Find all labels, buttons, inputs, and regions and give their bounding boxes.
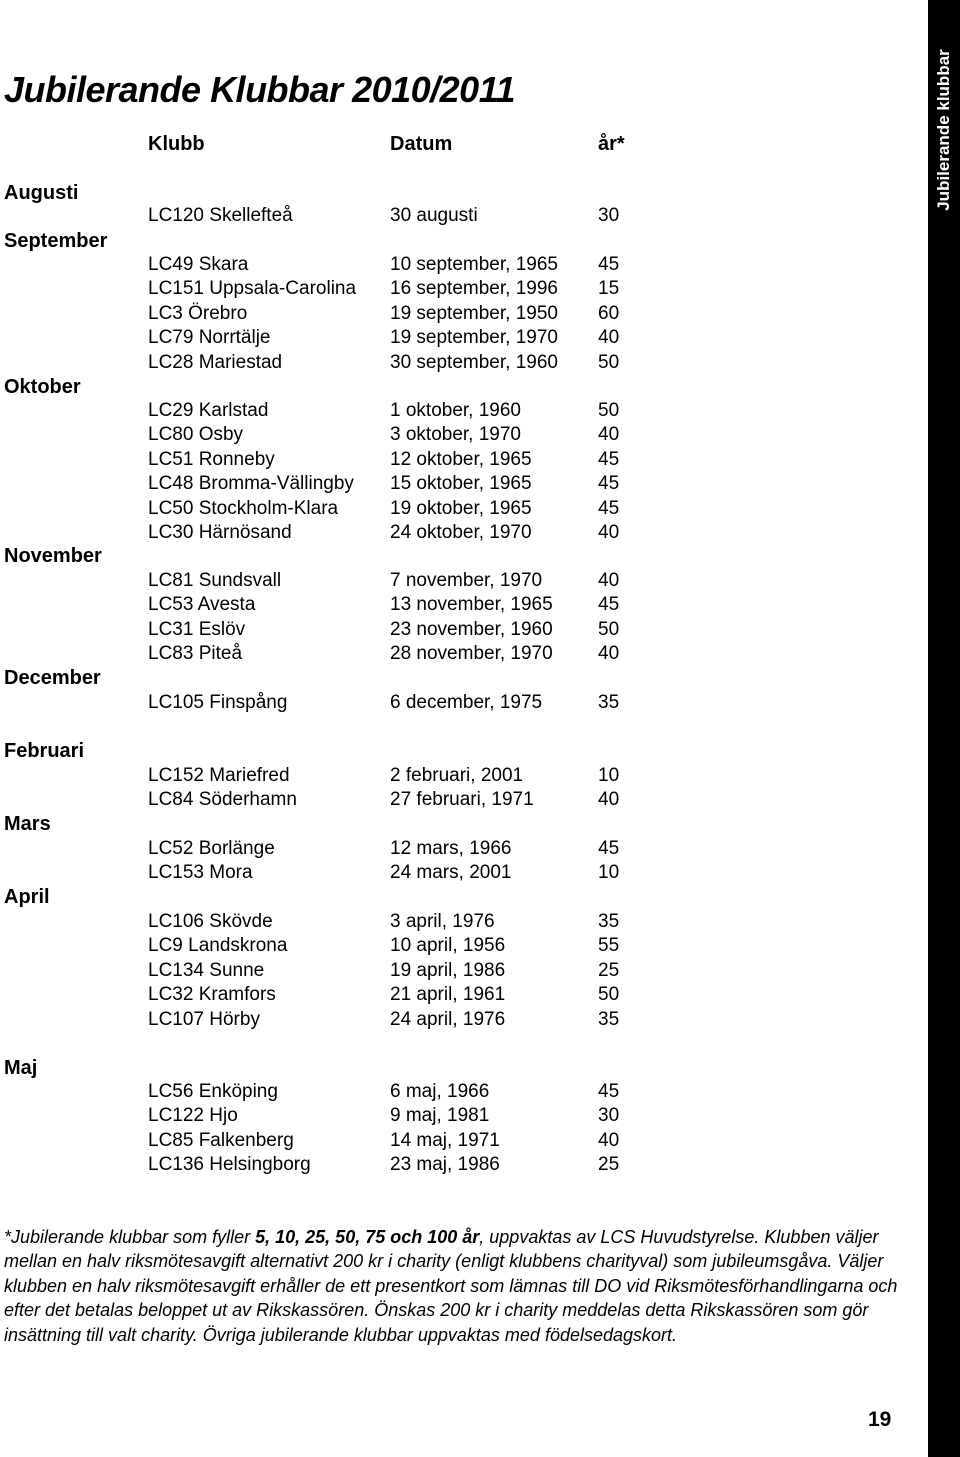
club-years: 45 <box>598 473 620 495</box>
club-name: LC134 Sunne <box>148 959 265 981</box>
club-name: LC49 Skara <box>148 254 249 275</box>
table-row <box>0 1008 700 1032</box>
club-name: LC9 Landskrona <box>148 935 288 957</box>
table-row <box>0 837 700 861</box>
club-date: 12 mars, 1966 <box>390 838 512 859</box>
club-date: 28 november, 1970 <box>390 643 553 665</box>
club-date: 16 september, 1996 <box>390 278 558 300</box>
club-date: 19 september, 1950 <box>390 302 558 324</box>
club-date: 7 november, 1970 <box>390 570 543 591</box>
club-years: 40 <box>598 522 620 543</box>
club-name: LC53 Avesta <box>148 594 256 616</box>
club-date: 2 februari, 2001 <box>390 765 524 786</box>
table-row <box>0 861 700 885</box>
club-years: 30 <box>598 205 620 226</box>
club-years: 40 <box>598 570 620 591</box>
club-date: 24 mars, 2001 <box>390 862 512 884</box>
page-number: 19 <box>868 1408 892 1431</box>
table-row <box>0 642 700 666</box>
club-name: LC122 Hjo <box>148 1105 238 1127</box>
club-name: LC30 Härnösand <box>148 522 292 543</box>
club-years: 50 <box>598 984 620 1006</box>
table-row <box>0 934 700 958</box>
sidebar-tab <box>928 0 960 1457</box>
club-years: 30 <box>598 1105 620 1127</box>
club-years: 15 <box>598 278 620 300</box>
club-date: 1 oktober, 1960 <box>390 400 521 421</box>
column-header-years: år* <box>598 133 625 155</box>
table-row <box>0 910 700 934</box>
table-row <box>0 521 700 545</box>
table-row <box>0 448 700 472</box>
page-title: Jubilerande Klubbar 2010/2011 <box>4 69 516 110</box>
club-date: 9 maj, 1981 <box>390 1105 490 1127</box>
club-date: 15 oktober, 1965 <box>390 473 532 495</box>
club-years: 45 <box>598 497 620 519</box>
club-name: LC153 Mora <box>148 862 253 884</box>
sidebar-label: Jubilerande klubbar <box>934 49 954 211</box>
club-name: LC28 Mariestad <box>148 351 283 373</box>
club-date: 12 oktober, 1965 <box>390 448 532 470</box>
table-row <box>0 399 700 423</box>
club-years: 35 <box>598 911 620 932</box>
table-row <box>0 569 700 593</box>
footnote-body: , uppvaktas av LCS Huvudstyrelse. Klubben väljer mellan en halv riksmötesavgift alternativt 200 kr i charity (enligt klubbens charityval) som jubileumsgåva. Väljer klubben en halv riksmötesavgift erhåller de ett presentkort som lämnas till DO vid Riksmötesförhandlingarna och efter det betalas beloppet ut av Rikskassören. Önskas 200 kr i charity meddelas detta Rikskassören som gör insättning till valt charity. Övriga jubilerande klubbar uppvaktas med födelsedagskort. <box>4 1227 898 1345</box>
table-row <box>0 1104 700 1128</box>
club-date: 19 september, 1970 <box>390 327 558 349</box>
club-date: 10 april, 1956 <box>390 935 506 957</box>
club-date: 21 april, 1961 <box>390 984 506 1006</box>
month-label: Mars <box>4 813 51 835</box>
table-row <box>0 1080 700 1104</box>
club-name: LC80 Osby <box>148 424 244 446</box>
club-date: 24 oktober, 1970 <box>390 522 532 543</box>
club-name: LC31 Eslöv <box>148 618 246 640</box>
month-label: Oktober <box>4 376 81 398</box>
table-row <box>0 593 700 617</box>
table-row <box>0 351 700 375</box>
month-label: September <box>4 230 108 252</box>
table-row <box>0 423 700 447</box>
table-row <box>0 618 700 642</box>
club-date: 19 oktober, 1965 <box>390 497 532 519</box>
club-date: 24 april, 1976 <box>390 1008 506 1030</box>
club-years: 35 <box>598 692 620 713</box>
club-years: 40 <box>598 1129 620 1151</box>
club-years: 45 <box>598 594 620 616</box>
club-years: 50 <box>598 618 620 640</box>
club-date: 23 november, 1960 <box>390 618 553 640</box>
table-row <box>0 472 700 496</box>
month-label: December <box>4 667 101 689</box>
club-name: LC79 Norrtälje <box>148 327 271 349</box>
club-years: 45 <box>598 254 620 275</box>
footnote <box>4 1225 904 1347</box>
club-date: 6 maj, 1966 <box>390 1081 490 1102</box>
club-years: 50 <box>598 400 620 421</box>
club-years: 35 <box>598 1008 620 1030</box>
table-row <box>0 764 700 788</box>
club-date: 10 september, 1965 <box>390 254 558 275</box>
club-date: 19 april, 1986 <box>390 959 506 981</box>
table-row <box>0 253 700 277</box>
month-label: April <box>4 886 50 908</box>
club-date: 30 september, 1960 <box>390 351 558 373</box>
club-name: LC107 Hörby <box>148 1008 260 1030</box>
club-name: LC136 Helsingborg <box>148 1154 311 1176</box>
club-name: LC81 Sundsvall <box>148 570 282 591</box>
club-name: LC152 Mariefred <box>148 765 290 786</box>
club-name: LC85 Falkenberg <box>148 1129 294 1151</box>
club-years: 55 <box>598 935 620 957</box>
club-years: 40 <box>598 789 620 811</box>
club-years: 50 <box>598 351 620 373</box>
club-years: 10 <box>598 765 620 786</box>
table-row <box>0 204 700 228</box>
club-date: 30 augusti <box>390 205 478 226</box>
table-row <box>0 983 700 1007</box>
club-years: 40 <box>598 327 620 349</box>
club-years: 40 <box>598 643 620 665</box>
column-header-date: Datum <box>390 133 453 155</box>
table-row <box>0 691 700 715</box>
table-row <box>0 326 700 350</box>
club-date: 6 december, 1975 <box>390 692 543 713</box>
club-name: LC84 Söderhamn <box>148 789 297 811</box>
table-row <box>0 788 700 812</box>
club-name: LC120 Skellefteå <box>148 205 293 226</box>
club-years: 25 <box>598 959 620 981</box>
club-years: 10 <box>598 862 620 884</box>
club-name: LC56 Enköping <box>148 1081 278 1102</box>
month-label: Februari <box>4 740 85 762</box>
club-date: 23 maj, 1986 <box>390 1154 500 1176</box>
club-years: 45 <box>598 1081 620 1102</box>
club-name: LC32 Kramfors <box>148 984 276 1006</box>
club-name: LC83 Piteå <box>148 643 243 665</box>
table-row <box>0 1153 700 1177</box>
club-date: 27 februari, 1971 <box>390 789 534 811</box>
table-row <box>0 277 700 301</box>
club-name: LC3 Örebro <box>148 302 248 324</box>
table-row <box>0 302 700 326</box>
club-name: LC50 Stockholm-Klara <box>148 497 339 519</box>
month-label: Augusti <box>4 182 79 204</box>
club-name: LC48 Bromma-Vällingby <box>148 473 354 495</box>
column-header-club: Klubb <box>148 133 205 155</box>
club-date: 3 oktober, 1970 <box>390 424 521 446</box>
table-row <box>0 497 700 521</box>
club-date: 13 november, 1965 <box>390 594 553 616</box>
month-label: November <box>4 545 102 567</box>
table-row <box>0 1129 700 1153</box>
table-row <box>0 959 700 983</box>
club-name: LC52 Borlänge <box>148 838 275 859</box>
club-name: LC51 Ronneby <box>148 448 275 470</box>
club-years: 45 <box>598 838 620 859</box>
club-name: LC105 Finspång <box>148 692 288 713</box>
club-years: 40 <box>598 424 620 446</box>
club-name: LC106 Skövde <box>148 911 273 932</box>
club-name: LC151 Uppsala-Carolina <box>148 278 357 300</box>
footnote-milestones: 5, 10, 25, 50, 75 och 100 år <box>255 1227 480 1247</box>
club-years: 45 <box>598 448 620 470</box>
club-years: 60 <box>598 302 620 324</box>
club-years: 25 <box>598 1154 620 1176</box>
month-label: Maj <box>4 1057 38 1079</box>
footnote-intro: *Jubilerande klubbar som fyller <box>4 1227 256 1247</box>
club-name: LC29 Karlstad <box>148 400 269 421</box>
club-date: 14 maj, 1971 <box>390 1129 500 1151</box>
club-date: 3 april, 1976 <box>390 911 495 932</box>
